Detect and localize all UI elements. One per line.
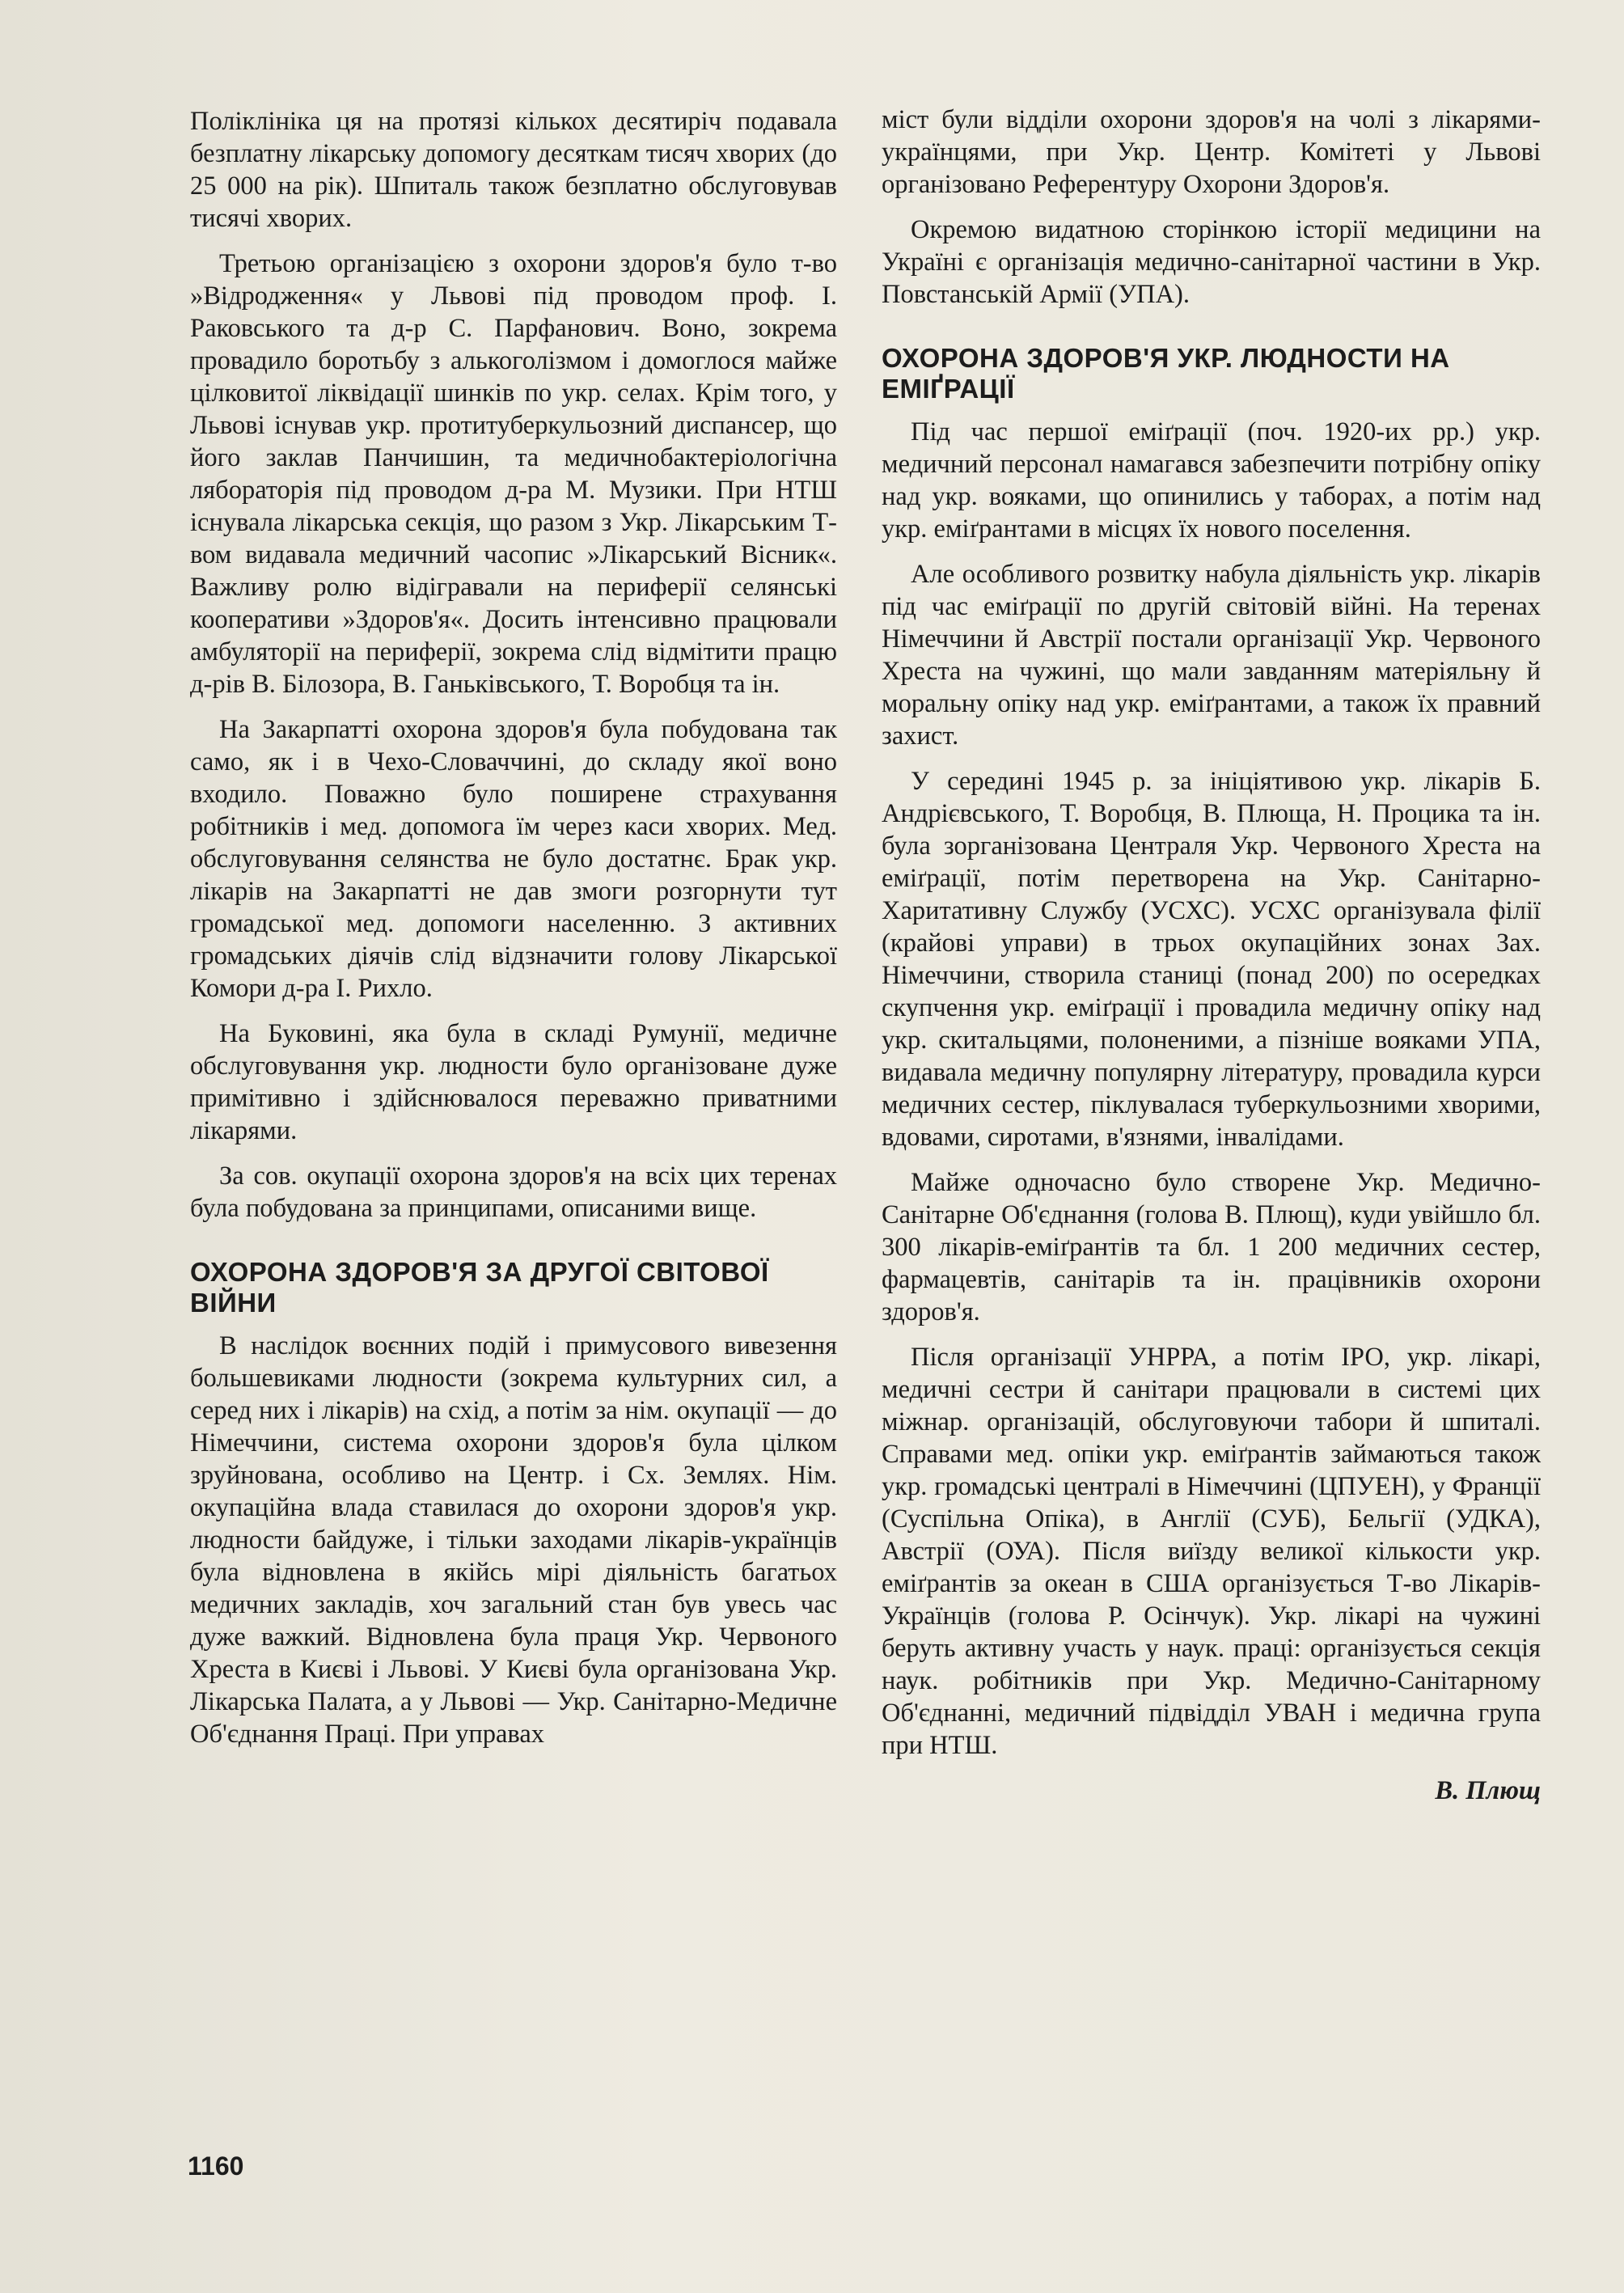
section-heading: ОХОРОНА ЗДОРОВ'Я ЗА ДРУГОЇ СВІТОВОЇ ВІЙНИ <box>190 1257 769 1318</box>
paragraph: На Закарпатті охорона здоров'я була побудована так само, як і в Чехо-Словаччині, до складу якої воно входило. Поважно було поширене страхування робітників і мед. допомога їм через каси хворих. Мед. обслуговування селянства не було достатнє. Брак укр. лікарів на Закарпатті не дав змоги розгорнути тут громадської мед. допомоги населенню. З активних громадських діячів слід відзначити голову Лікарської Комори д-ра І. Рихло. <box>190 715 837 1003</box>
paragraph: Але особливого розвитку набула діяльність укр. лікарів під час еміґрації по другій світовій війні. На теренах Німеччини й Австрії постали організації Укр. Червоного Хреста на чужині, що мали завданням матеріяльну й моральну опіку над укр. еміґрантами, а також їх правний захист. <box>882 560 1541 751</box>
paragraph: В наслідок воєнних подій і примусового вивезення большевиками людности (зокрема культурних сил, а серед них і лікарів) на схід, а потім за нім. окупації — до Німеччини, система охорони здоров'я була цілком зруйнована, особливо на Центр. і Сх. Землях. Нім. окупаційна влада ставилася до охорони здоров'я укр. людности байдуже, і тільки заходами лікарів-українців була відновлена в якійсь мірі діяльність багатьох медичних закладів, хоч загальний стан був увесь час дуже важкий. Відновлена була праця Укр. Червоного Хреста в Києві і Львові. У Києві була організована Укр. Лікарська Палата, а у Львові — Укр. Санітарно-Медичне Об'єднання Праці. При управах <box>190 1331 837 1749</box>
paragraph: міст були відділи охорони здоров'я на чолі з лікарями-українцями, при Укр. Центр. Комітеті у Львові організовано Референтуру Охорони Здоров'я. <box>882 105 1541 199</box>
paragraph: Поліклініка ця на протязі кількох десятиріч подавала безплатну лікарську допомогу десяткам тисяч хворих (до 25 000 на рік). Шпиталь також безплатно обслуговував тисячі хворих. <box>190 107 837 233</box>
section-heading: ОХОРОНА ЗДОРОВ'Я УКР. ЛЮДНОСТИ НА ЕМІҐРАЦІЇ <box>882 343 1450 404</box>
paragraph: На Буковині, яка була в складі Румунії, медичне обслуговування укр. людности було організоване дуже примітивно і здійснювалося переважно приватними лікарями. <box>190 1019 837 1145</box>
author-signature: В. Плющ <box>1435 1776 1541 1805</box>
right-column <box>882 104 1541 1820</box>
paragraph: За сов. окупації охорона здоров'я на всіх цих теренах була побудована за принципами, описаними вище. <box>190 1161 837 1223</box>
paragraph: Окремою видатною сторінкою історії медицини на Україні є організація медично-санітарної частини в Укр. Повстанській Армії (УПА). <box>882 215 1541 309</box>
left-column <box>190 105 837 1763</box>
paragraph: Третьою організацією з охорони здоров'я було т-во »Відродження« у Львові під проводом проф. І. Раковського та д-р С. Парфанович. Воно, зокрема провадило боротьбу з алькоголізмом і домоглося майже цілковитої ліквідації шинків по укр. селах. Крім того, у Львові існував укр. протитуберкульозний диспансер, що його заклав Панчишин, та медичнобактеріологічна лябораторія під проводом д-ра М. Музики. При НТШ існувала лікарська секція, що разом з Укр. Лікарським Т-вом видавала медичний часопис »Лікарський Вісник«. Важливу ролю відігравали на периферії селянські кооперативи »Здоров'я«. Досить інтенсивно працювали амбуляторії на периферії, зокрема слід відмітити працю д-рів В. Білозора, В. Ганьківського, Т. Воробця та ін. <box>190 249 837 699</box>
paragraph: У середині 1945 р. за ініціятивою укр. лікарів Б. Андрієвського, Т. Воробця, В. Плюща, Н. Процика та ін. була зорганізована Централя Укр. Червоного Хреста на еміґрації, потім перетворена на Укр. Санітарно-Харитативну Службу (УСХС). УСХС організувала філії (крайові управи) в трьох окупаційних зонах Зах. Німеччини, створила станиці (понад 200) по осередках скупчення укр. еміґрації і провадила медичну опіку над укр. скитальцями, полоненими, а пізніше вояками УПА, видавала медичну популярну літературу, провадила курси медичних сестер, піклувалася туберкульозними хворими, вдовами, сиротами, в'язнями, інвалідами. <box>882 767 1541 1152</box>
page-number: 1160 <box>188 2151 244 2181</box>
paragraph: Після організації УНРРА, а потім ІРО, укр. лікарі, медичні сестри й санітари працювали в системі цих міжнар. організацій, обслуговуючи табори й шпиталі. Справами мед. опіки укр. еміґрантів займаються також укр. громадські централі в Німеччині (ЦПУЕН), у Франції (Суспільна Опіка), в Англії (СУБ), Бельгії (УДКА), Австрії (ОУА). Після виїзду великої кількости укр. еміґрантів за океан в США організується Т-во Лікарів-Українців (голова Р. Осінчук). Укр. лікарі на чужині беруть активну участь у наук. праці: організується секція наук. робітників при Укр. Медично-Санітарному Об'єднанні, медичний підвідділ УВАН і медична група при НТШ. <box>882 1343 1541 1760</box>
paragraph: Майже одночасно було створене Укр. Медично-Санітарне Об'єднання (голова В. Плющ), куди увійшло бл. 300 лікарів-еміґрантів та бл. 1 200 медичних сестер, фармацевтів, санітарів та ін. працівників охорони здоров'я. <box>882 1168 1541 1326</box>
paragraph: Під час першої еміґрації (поч. 1920-их рр.) укр. медичний персонал намагався забезпечити потрібну опіку над укр. вояками, що опинились у таборах, а потім над укр. еміґрантами в місцях їх нового поселення. <box>882 417 1541 544</box>
